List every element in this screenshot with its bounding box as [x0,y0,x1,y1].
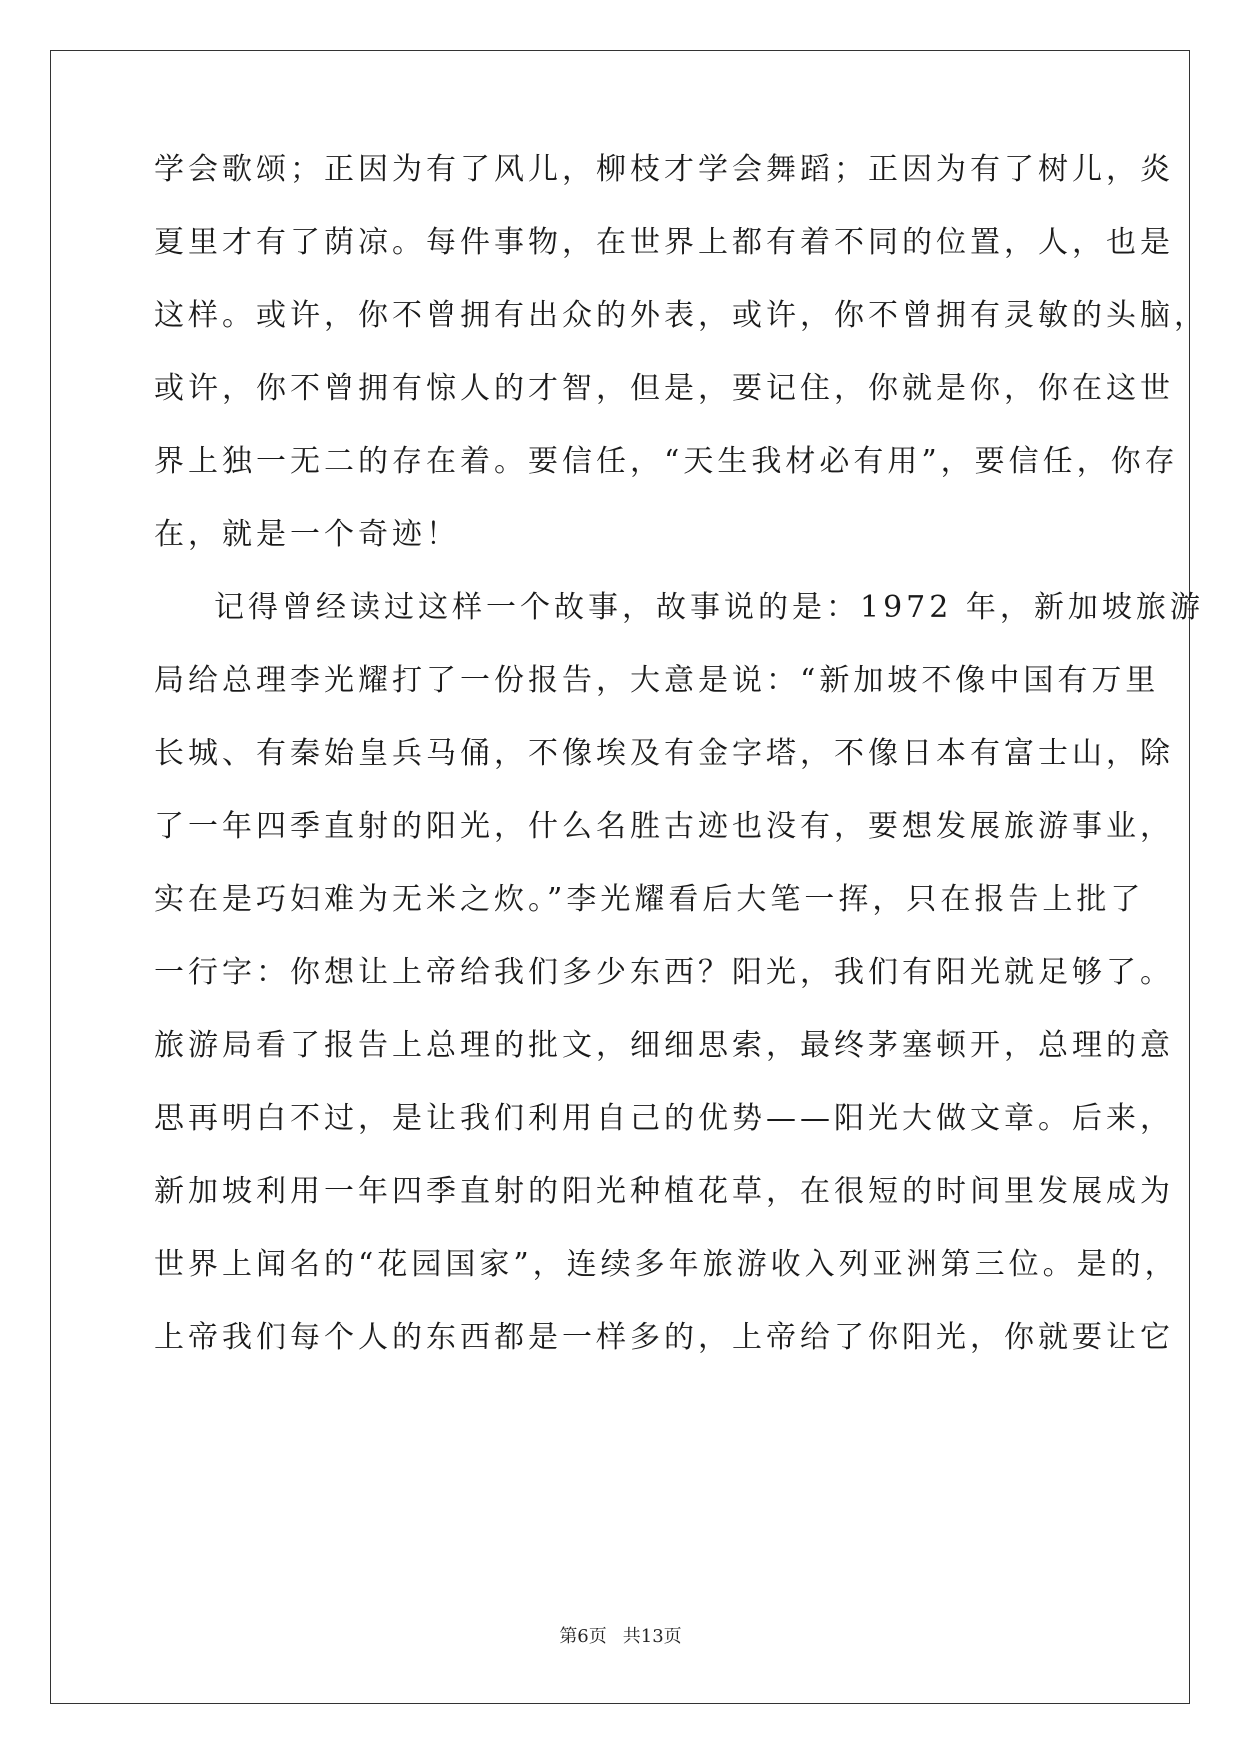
text-line: 了一年四季直射的阳光，什么名胜古迹也没有，要想发展旅游事业， [154,809,1174,844]
text-line: 旅游局看了报告上总理的批文，细细思索，最终茅塞顿开，总理的意 [154,1028,1174,1063]
text-line: 夏里才有了荫凉。每件事物，在世界上都有着不同的位置，人，也是 [154,225,1174,260]
page-total: 共13页 [622,1626,682,1647]
text-line: 上帝我们每个人的东西都是一样多的，上帝给了你阳光，你就要让它 [154,1320,1174,1355]
page-number: 第6页 [559,1626,607,1647]
text-line: 世界上闻名的“花园国家”，连续多年旅游收入列亚洲第三位。是的， [154,1247,1179,1282]
text-line: 新加坡利用一年四季直射的阳光种植花草，在很短的时间里发展成为 [154,1174,1174,1209]
text-line: 实在是巧妇难为无米之炊。”李光耀看后大笔一挥，只在报告上批了 [154,882,1145,917]
text-line: 学会歌颂；正因为有了风儿，柳枝才学会舞蹈；正因为有了树儿，炎 [154,152,1174,187]
page-footer [0,1625,1241,1649]
text-line: 这样。或许，你不曾拥有出众的外表，或许，你不曾拥有灵敏的头脑， [154,298,1208,333]
text-line: 思再明白不过，是让我们利用自己的优势——阳光大做文章。后来， [154,1101,1174,1136]
text-line: 一行字：你想让上帝给我们多少东西？阳光，我们有阳光就足够了。 [154,955,1174,990]
text-line: 或许，你不曾拥有惊人的才智，但是，要记住，你就是你，你在这世 [154,371,1174,406]
text-line: 记得曾经读过这样一个故事，故事说的是：1972 年，新加坡旅游 [214,590,1204,625]
text-line: 界上独一无二的存在着。要信任，“天生我材必有用”，要信任，你存 [154,444,1179,479]
text-line: 在，就是一个奇迹！ [154,517,460,552]
text-line: 长城、有秦始皇兵马俑，不像埃及有金字塔，不像日本有富士山，除 [154,736,1174,771]
text-line: 局给总理李光耀打了一份报告，大意是说：“新加坡不像中国有万里 [154,663,1160,698]
